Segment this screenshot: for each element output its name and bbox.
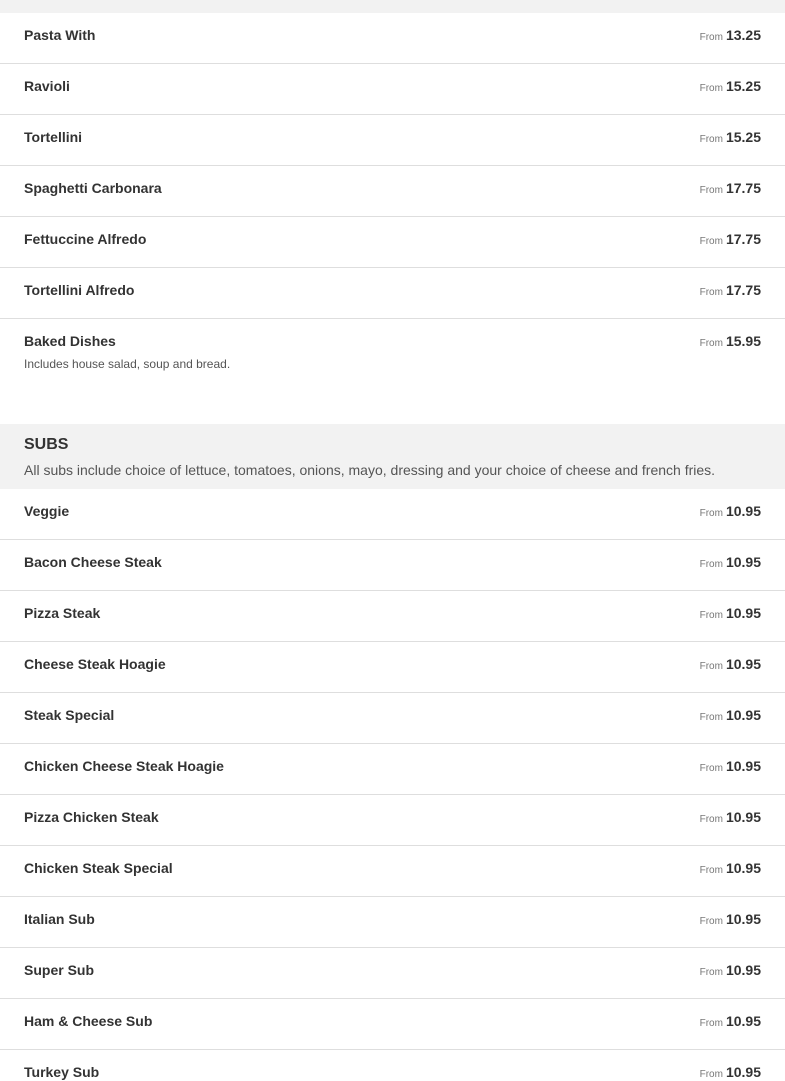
price-from-label: From [699,338,723,349]
price-from-label: From [699,236,723,247]
item-price-group [700,963,761,980]
item-price: 10.95 [725,1013,761,1029]
item-price: 10.95 [725,911,761,927]
price-from-label: From [699,134,723,145]
item-price-group [700,28,761,45]
item-name: Spaghetti Carbonara [24,180,162,196]
item-price: 10.95 [725,656,761,672]
item-name: Super Sub [24,962,95,978]
item-price-group [700,555,761,572]
menu-item[interactable] [0,1050,785,1081]
item-price-group [700,283,761,300]
section-header-partial [0,0,785,13]
section-title: SUBS [24,436,69,453]
item-price: 10.95 [725,860,761,876]
menu-item[interactable] [0,268,785,319]
item-name: Cheese Steak Hoagie [24,656,166,672]
item-price: 10.95 [725,503,761,519]
item-name: Turkey Sub [24,1064,100,1080]
price-from-label: From [699,763,723,774]
item-price: 10.95 [725,758,761,774]
item-name: Baked Dishes [24,333,116,349]
menu-item[interactable] [0,489,785,540]
item-name: Ham & Cheese Sub [24,1013,153,1029]
menu-item[interactable] [0,693,785,744]
price-from-label: From [699,814,723,825]
item-price-group [700,79,761,96]
item-price: 10.95 [725,809,761,825]
item-name: Steak Special [24,707,115,723]
item-name: Italian Sub [24,911,95,927]
menu-item[interactable] [0,166,785,217]
price-from-label: From [699,1018,723,1029]
section-description: All subs include choice of lettuce, tomatoes, onions, mayo, dressing and your choice of cheese and french fries. [24,462,716,478]
price-from-label: From [699,916,723,927]
menu-item[interactable] [0,897,785,948]
item-name: Tortellini [24,129,83,145]
menu-item[interactable] [0,999,785,1050]
price-from-label: From [699,610,723,621]
price-from-label: From [699,967,723,978]
menu-item[interactable] [0,217,785,268]
menu-item[interactable] [0,591,785,642]
item-price-group [700,130,761,147]
item-price: 10.95 [725,554,761,570]
item-price: 10.95 [725,605,761,621]
price-from-label: From [699,661,723,672]
price-from-label: From [699,1069,723,1080]
item-description: Includes house salad, soup and bread. [24,357,231,371]
price-from-label: From [699,32,723,43]
price-from-label: From [699,712,723,723]
price-from-label: From [699,185,723,196]
item-name: Chicken Steak Special [24,860,173,876]
menu-item[interactable] [0,948,785,999]
menu-item[interactable] [0,540,785,591]
menu-item[interactable] [0,64,785,115]
item-price-group [700,606,761,623]
item-name: Pizza Chicken Steak [24,809,159,825]
item-name: Chicken Cheese Steak Hoagie [24,758,224,774]
item-price-group [700,912,761,929]
item-price-group [700,1014,761,1031]
item-price-group [700,810,761,827]
item-name: Tortellini Alfredo [24,282,135,298]
item-price-group [700,657,761,674]
menu-item[interactable] [0,319,785,424]
item-price-group [700,759,761,776]
item-price: 17.75 [725,180,761,196]
menu-item[interactable] [0,13,785,64]
price-from-label: From [699,287,723,298]
item-price: 15.25 [725,78,761,94]
menu-item[interactable] [0,115,785,166]
item-price-group [700,1065,761,1081]
item-price: 15.25 [725,129,761,145]
item-price-group [700,334,761,351]
item-name: Ravioli [24,78,70,94]
item-price: 17.75 [725,231,761,247]
price-from-label: From [699,559,723,570]
menu-item[interactable] [0,795,785,846]
menu-item[interactable] [0,642,785,693]
item-price: 15.95 [725,333,761,349]
item-name: Fettuccine Alfredo [24,231,147,247]
item-name: Pasta With [24,27,96,43]
section-header-subs [0,424,785,489]
menu-item[interactable] [0,744,785,795]
item-price-group [700,232,761,249]
item-price: 13.25 [725,27,761,43]
item-price-group [700,504,761,521]
item-price: 17.75 [725,282,761,298]
item-name: Pizza Steak [24,605,101,621]
item-price: 10.95 [725,707,761,723]
price-from-label: From [699,83,723,94]
item-price: 10.95 [725,1064,761,1080]
item-price: 10.95 [725,962,761,978]
menu-item[interactable] [0,846,785,897]
item-price-group [700,181,761,198]
item-price-group [700,861,761,878]
price-from-label: From [699,508,723,519]
price-from-label: From [699,865,723,876]
item-name: Bacon Cheese Steak [24,554,162,570]
item-price-group [700,708,761,725]
item-name: Veggie [24,503,70,519]
